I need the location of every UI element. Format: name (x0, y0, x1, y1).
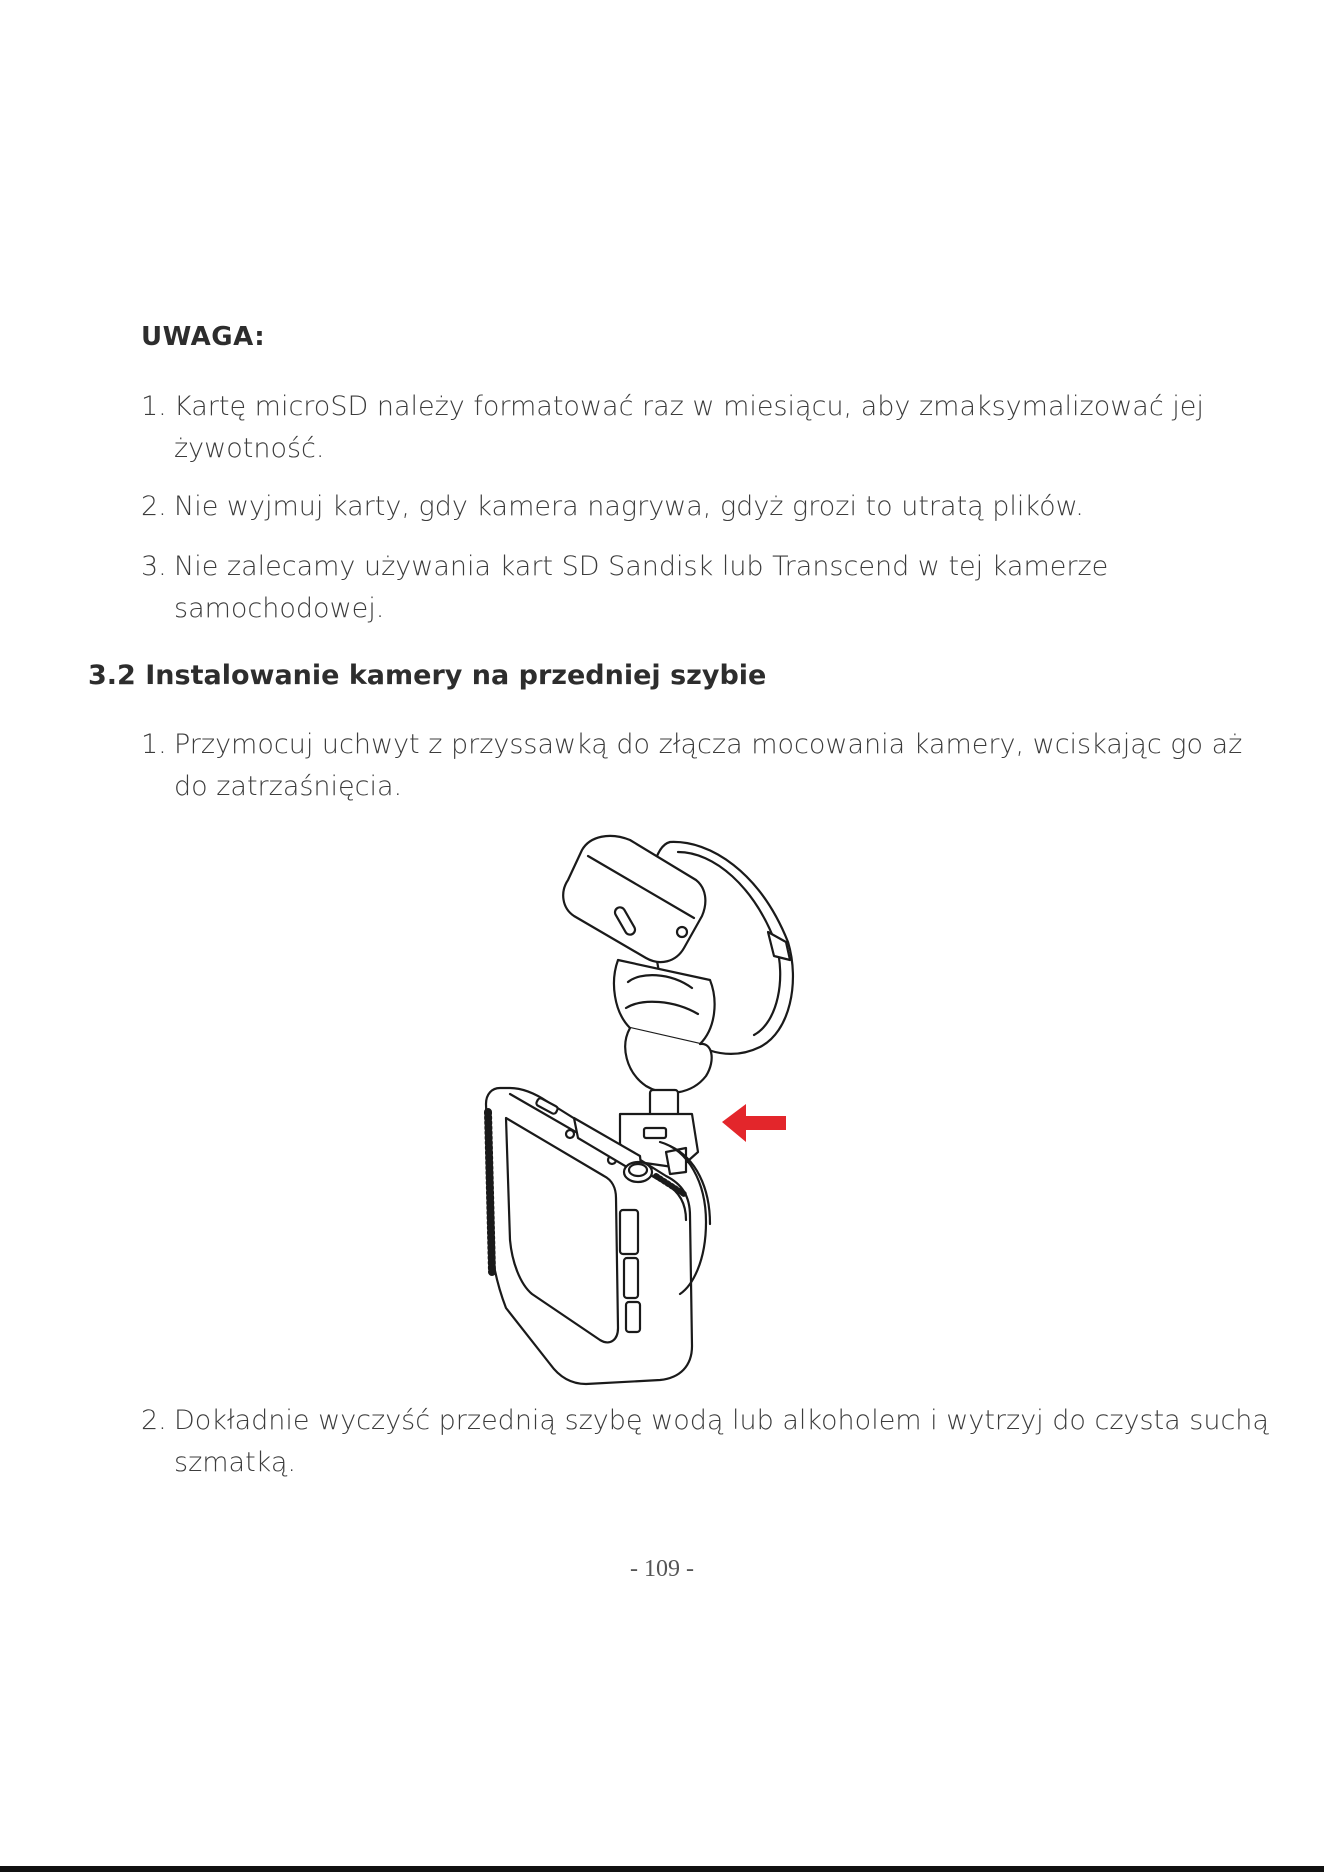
section-heading: 3.2 Instalowanie kamery na przedniej szybie (88, 660, 767, 691)
list-item-text: Nie wyjmuj karty, gdy kamera nagrywa, gdyż grozi to utratą plików. (174, 491, 1084, 522)
list-item-number: 3. (141, 551, 167, 582)
list-item-number: 2. (141, 1405, 167, 1436)
dashcam-mount-illustration (470, 832, 810, 1392)
list-item-text: Dokładnie wyczyść przednią szybę wodą lub alkoholem i wytrzyj do czysta suchą szmatką. (174, 1405, 1269, 1478)
list-item-number: 2. (141, 491, 167, 522)
list-item-number: 1. (141, 729, 167, 760)
list-item-number: 1. (141, 391, 167, 422)
page-bottom-border (0, 1866, 1324, 1872)
list-item-text: Przymocuj uchwyt z przyssawką do złącza mocowania kamery, wciskając go aż do zatrzaśnięcia. (174, 729, 1243, 802)
page-number: - 109 - (630, 1556, 694, 1582)
list-item-text: Kartę microSD należy formatować raz w miesiącu, aby zmaksymalizować jej żywotność. (174, 391, 1204, 464)
list-item-text: Nie zalecamy używania kart SD Sandisk lub Transcend w tej kamerze samochodowej. (174, 551, 1109, 624)
note-heading: UWAGA: (141, 322, 266, 352)
arrow-icon (722, 1104, 786, 1142)
